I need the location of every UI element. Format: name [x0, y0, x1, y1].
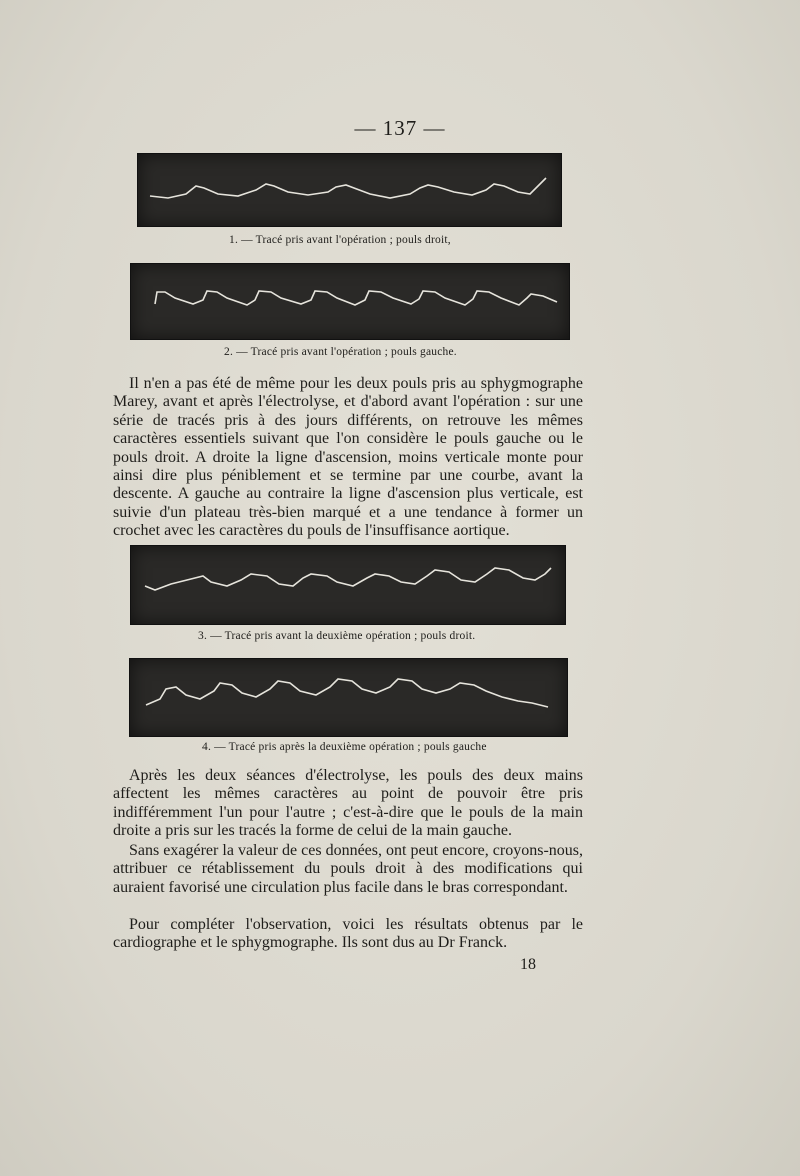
paragraph-1-text: Il n'en a pas été de même pour les deux pouls pris au sphygmographe Marey, avant et après l'électrolyse, et d'abord avant l'opération : sur une série de tracés pris à des jours différents, on retrouve les mêmes caractères essentiels suivant que l'on considère le pouls gauche ou le pouls droit. A droite la ligne d'ascension, moins verticale monte pour ainsi dire plus péniblement et se termine par une courbe, avant la descente. A gauche au contraire la ligne d'ascension plus verticale, est suivie d'un plateau très-bien marqué et a une tendance à former un crochet avec les caractères du pouls de l'insuffisance aortique.	[113, 375, 583, 540]
paragraph-4-text: Pour compléter l'observation, voici les résultats obtenus par le cardiographe et le sphygmographe. Ils sont dus au Dr Franck.	[113, 916, 583, 952]
page-number: — 137 —	[354, 116, 446, 140]
figure-1-caption: 1. — Tracé pris avant l'opération ; pouls droit,	[229, 234, 451, 246]
paragraph-3	[113, 842, 583, 897]
paragraph-2	[113, 767, 583, 841]
pulse-trace-4	[129, 658, 568, 737]
pulse-trace-1	[137, 153, 562, 227]
paragraph-3-text: Sans exagérer la valeur de ces données, ont peut encore, croyons-nous, attribuer ce rétablissement du pouls droit à des modifications qui auraient favorisé une circulation plus facile dans le bras correspondant.	[113, 842, 583, 896]
figure-3-caption: 3. — Tracé pris avant la deuxième opération ; pouls droit.	[198, 630, 476, 642]
figure-4-caption: 4. — Tracé pris après la deuxième opération ; pouls gauche	[202, 741, 487, 753]
signature-mark: 18	[520, 956, 536, 973]
paragraph-4	[113, 916, 583, 953]
pulse-trace-3	[130, 545, 566, 625]
pulse-trace-2	[130, 263, 570, 340]
paragraph-1	[113, 375, 583, 541]
paragraph-2-text: Après les deux séances d'électrolyse, les pouls des deux mains affectent les mêmes caractères au point de pouvoir être pris indifféremment l'un pour l'autre ; c'est-à-dire que le pouls de la main droite a pris sur les tracés la forme de celui de la main gauche.	[113, 767, 583, 840]
figure-2-caption: 2. — Tracé pris avant l'opération ; pouls gauche.	[224, 346, 457, 358]
